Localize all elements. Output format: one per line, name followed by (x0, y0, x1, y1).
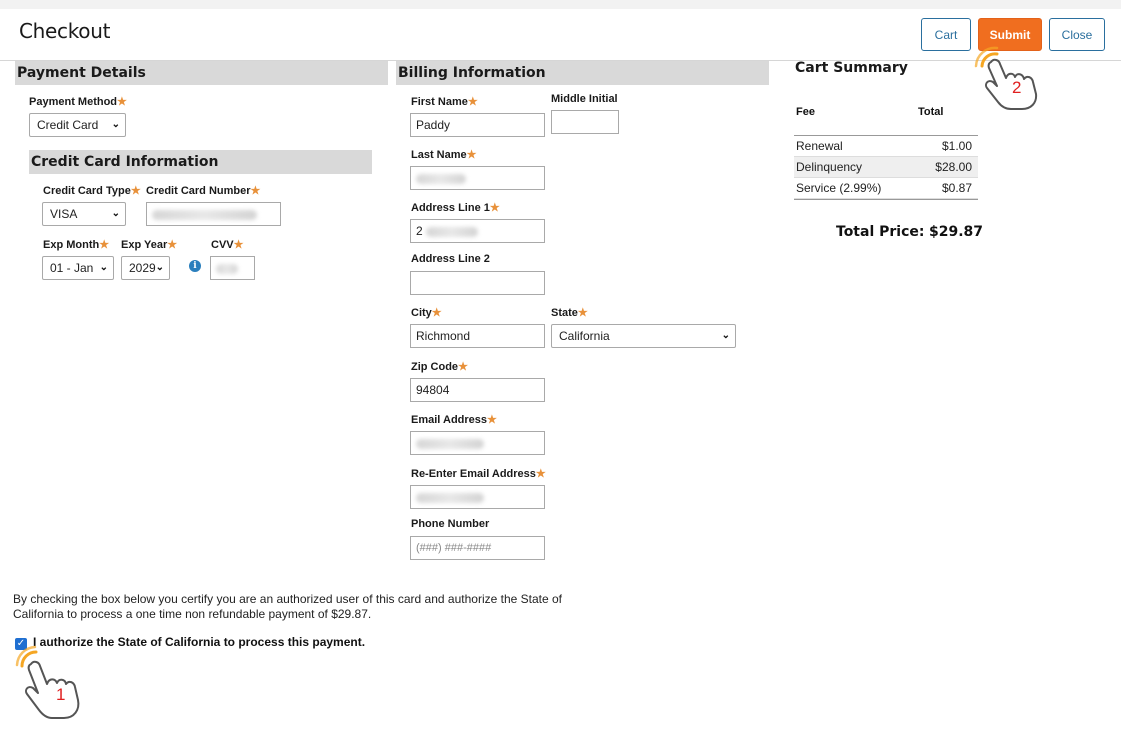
card-type-select[interactable] (42, 202, 126, 226)
cart-table-header (794, 100, 978, 136)
fee-cell: Renewal (796, 139, 843, 153)
required-star-icon: ★ (117, 96, 127, 108)
exp-year-value: 2029 (129, 261, 156, 275)
close-button[interactable]: Close (1049, 18, 1105, 51)
card-number-input[interactable] (146, 202, 281, 226)
required-star-icon: ★ (535, 468, 546, 480)
required-star-icon: ★ (233, 239, 244, 251)
table-row (794, 157, 978, 178)
city-label: City★ (411, 307, 442, 319)
submit-button[interactable]: Submit (978, 18, 1042, 51)
exp-month-value: 01 - Jan (50, 261, 94, 275)
chevron-down-icon: ⌄ (155, 262, 164, 273)
total-cell: $28.00 (935, 160, 972, 174)
payment-method-value: Credit Card (37, 118, 99, 132)
phone-input[interactable]: (###) ###-#### (410, 536, 545, 560)
fee-cell: Service (2.99%) (796, 181, 882, 195)
tap-hand-icon-step-1 (14, 644, 86, 720)
exp-month-label: Exp Month★ (43, 239, 110, 251)
address1-input[interactable] (410, 219, 545, 243)
card-type-label: Credit Card Type★ (43, 185, 141, 197)
total-price-value: $29.87 (929, 224, 984, 240)
tap-hand-icon-step-2 (970, 44, 1042, 110)
redacted-value (416, 493, 484, 503)
exp-month-select[interactable] (42, 256, 114, 280)
first-name-label: First Name★ (411, 96, 478, 108)
required-star-icon: ★ (130, 185, 141, 197)
first-name-input[interactable]: Paddy (410, 113, 545, 137)
required-star-icon: ★ (250, 185, 261, 197)
required-star-icon: ★ (431, 307, 442, 319)
step-number: 2 (1012, 78, 1022, 97)
cart-button[interactable]: Cart (921, 18, 971, 51)
total-column-header: Total (918, 106, 944, 118)
last-name-label: Last Name★ (411, 149, 477, 161)
email-input[interactable] (410, 431, 545, 455)
card-number-label: Credit Card Number★ (146, 185, 261, 197)
address1-label: Address Line 1★ (411, 202, 500, 214)
zip-input[interactable]: 94804 (410, 378, 545, 402)
chevron-down-icon: ⌄ (111, 208, 120, 219)
required-star-icon: ★ (489, 202, 500, 214)
step-number: 1 (56, 685, 66, 704)
chevron-down-icon: ⌄ (111, 119, 120, 130)
required-star-icon: ★ (167, 239, 178, 251)
exp-year-label: Exp Year★ (121, 239, 178, 251)
payment-method-label: Payment Method★ (29, 96, 127, 108)
required-star-icon: ★ (458, 361, 468, 373)
exp-year-select[interactable] (121, 256, 170, 280)
redacted-value (216, 264, 238, 274)
credit-card-heading: Credit Card Information (29, 150, 372, 174)
chevron-down-icon: ⌄ (721, 330, 730, 341)
required-star-icon: ★ (99, 239, 110, 251)
total-cell: $0.87 (941, 181, 972, 195)
fee-cell: Delinquency (796, 160, 863, 174)
state-label: State★ (551, 307, 588, 319)
payment-details-heading: Payment Details (15, 61, 388, 85)
city-input[interactable]: Richmond (410, 324, 545, 348)
middle-initial-label: Middle Initial (551, 93, 618, 105)
cart-summary-heading: Cart Summary (795, 60, 908, 76)
middle-initial-input[interactable] (551, 110, 619, 134)
address2-label: Address Line 2 (411, 253, 490, 265)
cart-summary-table (794, 100, 978, 200)
required-star-icon: ★ (467, 96, 478, 108)
authorize-checkbox-label[interactable]: I authorize the State of California to process this payment. (33, 635, 366, 649)
authorization-text: By checking the box below you certify you are an authorized user of this card and authorize the State of California to process a one time non refundable payment of $29.87. (13, 592, 562, 621)
cvv-label: CVV★ (211, 239, 244, 251)
redacted-value (416, 439, 484, 449)
required-star-icon: ★ (466, 149, 477, 161)
state-select[interactable] (551, 324, 736, 348)
required-star-icon: ★ (487, 414, 497, 426)
payment-method-select[interactable] (29, 113, 126, 137)
table-bottom-border (794, 199, 978, 200)
redacted-value (416, 174, 466, 184)
required-star-icon: ★ (577, 307, 588, 319)
address1-value: 2 (416, 224, 423, 238)
redacted-value (152, 210, 257, 220)
total-cell: $1.00 (941, 139, 972, 153)
page-title: Checkout (19, 19, 111, 43)
authorize-checkbox[interactable]: ✓ (16, 638, 26, 649)
state-value: California (559, 329, 610, 343)
last-name-input[interactable] (410, 166, 545, 190)
cvv-input[interactable] (210, 256, 255, 280)
redacted-value (426, 227, 478, 237)
zip-label: Zip Code★ (411, 361, 468, 373)
address2-input[interactable] (410, 271, 545, 295)
card-type-value: VISA (50, 207, 78, 221)
reemail-label: Re-Enter Email Address★ (411, 468, 546, 480)
reemail-input[interactable] (410, 485, 545, 509)
table-row (794, 136, 978, 157)
fee-column-header: Fee (796, 106, 815, 118)
total-price-label: Total Price: (836, 224, 925, 240)
email-label: Email Address★ (411, 414, 497, 426)
billing-heading: Billing Information (396, 61, 769, 85)
info-icon[interactable]: i (189, 260, 201, 272)
phone-label: Phone Number (411, 518, 490, 530)
table-row (794, 178, 978, 199)
chevron-down-icon: ⌄ (99, 262, 108, 273)
